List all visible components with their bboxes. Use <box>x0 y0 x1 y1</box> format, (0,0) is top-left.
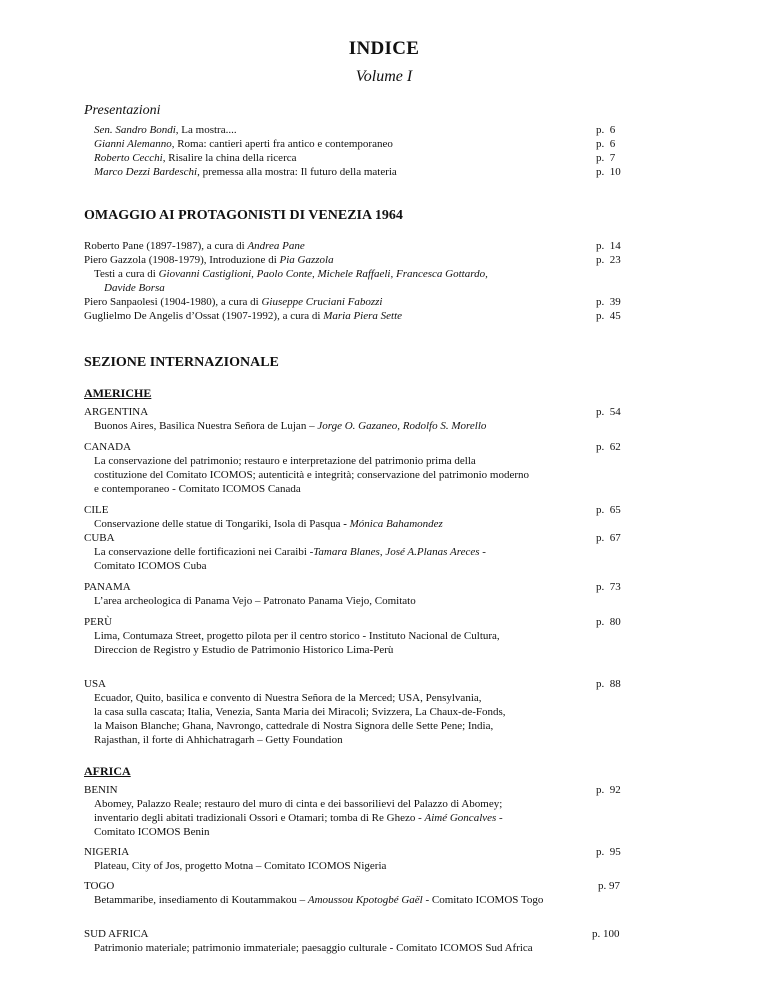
page-number: p. 6 <box>596 124 616 136</box>
section-presentazioni <box>84 103 160 119</box>
entry-sud-africa: SUD AFRICA Patrimonio materiale; patrimonio immateriale; paesaggio culturale - Comitato ICOMOS Sud Africa p. 100 <box>84 928 620 954</box>
section-internazionale <box>84 355 279 371</box>
omaggio-list <box>84 239 621 323</box>
entry-argentina: ARGENTINA Buonos Aires, Basilica Nuestra Señora de Lujan – Jorge O. Gazaneo, Rodolfo S. Morello p. 54 <box>84 406 621 432</box>
region-heading-africa: AFRICA <box>84 764 131 778</box>
page-number: p. 14 <box>596 240 621 252</box>
page-number: p. 45 <box>596 310 621 322</box>
country-name: CANADA <box>84 441 132 453</box>
page-number: p. 10 <box>596 166 621 178</box>
country-name: BENIN <box>84 784 118 796</box>
page-number: p. 7 <box>596 152 616 164</box>
toc-entry: Roberto Cecchi, Risalire la china della ricerca p. 7 <box>94 152 616 164</box>
country-name: PANAMA <box>84 581 131 593</box>
entry-cuba: CUBA La conservazione delle fortificazioni nei Caraibi -Tamara Blanes, José A.Planas Areces - Comitato ICOMOS Cuba p. 67 <box>84 532 621 572</box>
page-number: p. 65 <box>596 504 621 516</box>
entry-cile: CILE Conservazione delle statue di Tongariki, Isola di Pasqua - Mónica Bahamondez p. 65 <box>84 504 621 530</box>
page-number: p. 39 <box>596 296 621 308</box>
country-name: CUBA <box>84 532 115 544</box>
country-name: USA <box>84 678 107 690</box>
page-title: INDICE <box>348 38 420 59</box>
section-omaggio <box>84 208 403 224</box>
section-heading-presentazioni: Presentazioni <box>84 103 161 118</box>
country-name: CILE <box>84 504 109 516</box>
presentazioni-list <box>84 123 621 179</box>
region-heading-americhe: AMERICHE <box>84 386 152 400</box>
toc-entry: Gianni Alemanno, Roma: cantieri aperti fra antico e contemporaneo p. 6 <box>94 138 616 150</box>
entry-benin: BENIN Abomey, Palazzo Reale; restauro del muro di cinta e dei bassorilievi del Palazzo di Abomey; inventario degli abitati tradizionali Ossori e Otamari; tomba di Re Ghezo - Aimé Goncalves - Comitato ICOMOS Benin p. 92 <box>84 784 621 838</box>
page-number: p. 23 <box>596 254 621 266</box>
country-name: TOGO <box>84 880 115 892</box>
page-number: p. 100 <box>592 928 620 940</box>
toc-entry-subtext: Testi a cura di Giovanni Castiglioni, Paolo Conte, Michele Raffaeli, Francesca Gottardo, <box>94 268 488 280</box>
entry-nigeria: NIGERIA Plateau, City of Jos, progetto Motna – Comitato ICOMOS Nigeria p. 95 <box>84 846 621 872</box>
toc-entry: Sen. Sandro Bondi, La mostra.... p. 6 <box>94 124 616 136</box>
entry-canada: CANADA La conservazione del patrimonio; restauro e interpretazione del patrimonio prima della costituzione del Comitato ICOMOS; autenticità e integrità; conservazione del patrimonio moderno e contemporaneo - Comitato ICOMOS Canada p. 62 <box>84 441 621 495</box>
section-heading-internazionale: SEZIONE INTERNAZIONALE <box>84 355 279 370</box>
page-number: p. 88 <box>596 678 621 690</box>
toc-entry: Piero Sanpaolesi (1904-1980), a cura di Giuseppe Cruciani Fabozzi p. 39 <box>84 296 621 308</box>
region-africa <box>84 764 131 779</box>
toc-entry-subtext: Davide Borsa <box>104 282 165 294</box>
toc-entry: Marco Dezzi Bardeschi, premessa alla mostra: Il futuro della materia p. 10 <box>94 166 621 178</box>
entry-panama: PANAMA L’area archeologica di Panama Vejo – Patronato Panama Viejo, Comitato p. 73 <box>84 581 621 607</box>
country-name: PERÙ <box>84 616 113 628</box>
toc-entry: Guglielmo De Angelis d’Ossat (1907-1992), a cura di Maria Piera Sette p. 45 <box>84 310 621 322</box>
region-americhe <box>84 386 151 401</box>
volume-subtitle: Volume I <box>355 68 413 85</box>
page-number: p. 95 <box>596 846 621 858</box>
page-number: p. 92 <box>596 784 621 796</box>
country-name: ARGENTINA <box>84 406 149 418</box>
page-number: p. 6 <box>596 138 616 150</box>
page-number: p. 67 <box>596 532 621 544</box>
page-number: p. 97 <box>598 880 620 892</box>
toc-entry: Roberto Pane (1897-1987), a cura di Andrea Pane p. 14 <box>84 240 621 252</box>
country-name: NIGERIA <box>84 846 130 858</box>
page-number: p. 54 <box>596 406 621 418</box>
entry-togo: TOGO Betammaribe, insediamento di Koutammakou – Amoussou Kpotogbé Gaël - Comitato ICOMOS Togo p. 97 <box>84 880 620 906</box>
entry-usa: USA Ecuador, Quito, basilica e convento di Nuestra Señora de la Merced; USA, Pensylvania, la casa sulla cascata; Italia, Venezia, Santa Maria dei Miracoli; Svizzera, La Chaux-de-Fonds, la Maison Blanche; Ghana, Navrongo, cattedrale di Nostra Signora delle Sette Pene; India, Rajasthan, il forte di Ahhichatragarh – Getty Foundation p. 88 <box>84 678 621 746</box>
page-number: p. 62 <box>596 441 621 453</box>
section-heading-omaggio: OMAGGIO AI PROTAGONISTI DI VENEZIA 1964 <box>84 208 403 223</box>
page-number: p. 80 <box>596 616 621 628</box>
toc-entry: Piero Gazzola (1908-1979), Introduzione di Pia Gazzola p. 23 <box>84 254 621 266</box>
entry-peru: PERÙ Lima, Contumaza Street, progetto pilota per il centro storico - Instituto Nacional de Cultura, Direccion de Registro y Estudio de Patrimonio Historico Lima-Perù p. 80 <box>84 616 621 656</box>
country-name: SUD AFRICA <box>84 928 149 940</box>
page-number: p. 73 <box>596 581 621 593</box>
